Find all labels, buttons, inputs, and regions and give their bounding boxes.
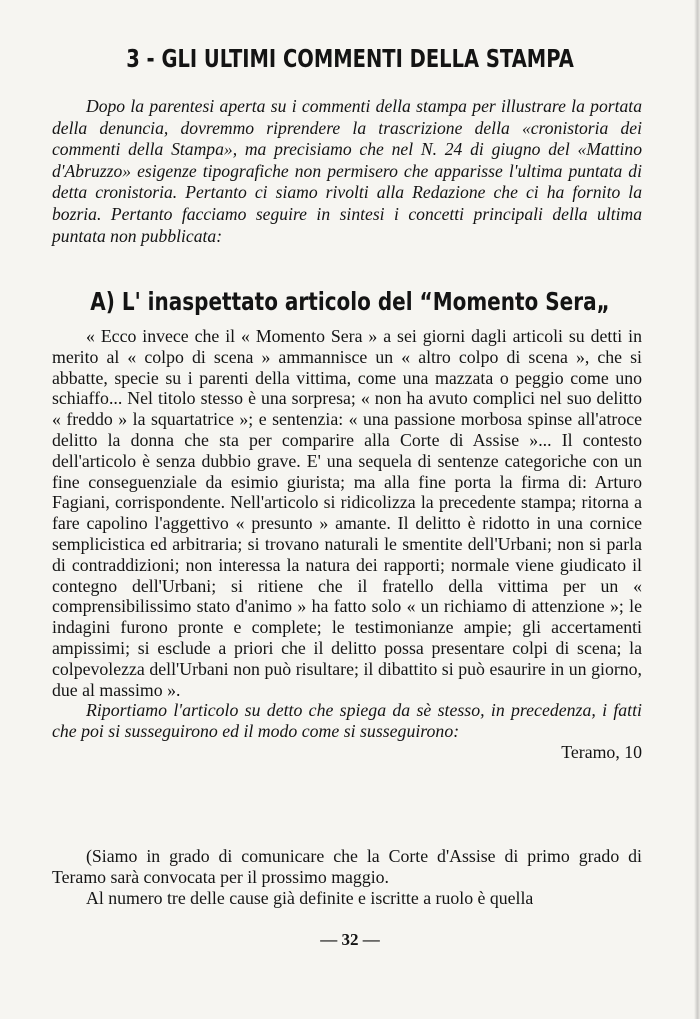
intro-paragraph: Dopo la parentesi aperta su i commenti della stampa per illustrare la portata della denuncia, dovremmo riprendere la trascrizione della «cronistoria dei commenti della Stampa», ma precisiamo che nel N. 24 di giugno del «Mattino d'Abruzzo» esigenze tipografiche non permisero che apparisse l'ultima puntata di detta cronistoria. Pertanto ci siamo rivolti alla Redazione che ci ha fornito la bozria. Pertanto facciamo seguire in sintesi i concetti principali della ultima puntata non pubblicata: (52, 96, 642, 246)
article-continuation (52, 846, 642, 909)
article-body (52, 326, 642, 763)
quote-paragraph: « Ecco invece che il « Momento Sera » a sei giorni dagli articoli su detti in merito al « colpo di scena » ammannisce un « altro colpo di scena », che si abbatte, specie su i parenti della vittima, come una mazzata o peggio come uno schiaffo... Nel titolo stesso è una sorpresa; « non ha avuto complici nel suo delitto « freddo » la squartatrice »; e sentenzia: « una passione morbosa spinse all'atroce delitto la donna che sta per comparire alla Corte di Assise »... Il contesto dell'articolo è senza dubbio grave. E' una sequela di sentenze categoriche con un fine conseguenziale da esimio giurista; ma alla fine porta la firma di: Arturo Fagiani, corrispondente. Nell'articolo si ridicolizza la precedente stampa; ritorna a fare capolino l'aggettivo « presunto » amante. Il delitto è ridotto in una cornice semplicistica ed arbitraria; si trovano naturali le smentite dell'Urbani; non si parla di contraddizioni; non interessa la natura dei rapporti; normale viene giudicato il contegno dell'Urbani; si ritiene che il fratello della vittima per un « comprensibilissimo stato d'animo » ha fatto solo « un richiamo di attenzione »; le indagini furono pronte e complete; le testimonianze ampie; gli accertamenti ampissimi; si esclude a priori che il delitto possa presentare colpi di scena; la colpevolezza dell'Urbani non può risultare; il dibattito si può esaurire in un giorno, due al massimo ». (52, 326, 642, 700)
page-edge-shadow (694, 0, 700, 1019)
italic-paragraph: Riportiamo l'articolo su detto che spiega da sè stesso, in precedenza, i fatti che poi si susseguirono ed il modo come si susseguirono: (52, 700, 642, 742)
continuation-paragraph: (Siamo in grado di comunicare che la Corte d'Assise di primo grado di Teramo sarà convocata per il prossimo maggio. (52, 846, 642, 887)
dateline: Teramo, 10 (561, 741, 642, 762)
continuation-paragraph: Al numero tre delle cause già definite e iscritte a ruolo è quella (86, 888, 534, 908)
chapter-title: 3 - GLI ULTIMI COMMENTI DELLA STAMPA (126, 44, 574, 73)
page-number: — 32 — (320, 930, 380, 949)
section-heading: A) L' inaspettato articolo del “Momento Sera„ (90, 287, 610, 316)
